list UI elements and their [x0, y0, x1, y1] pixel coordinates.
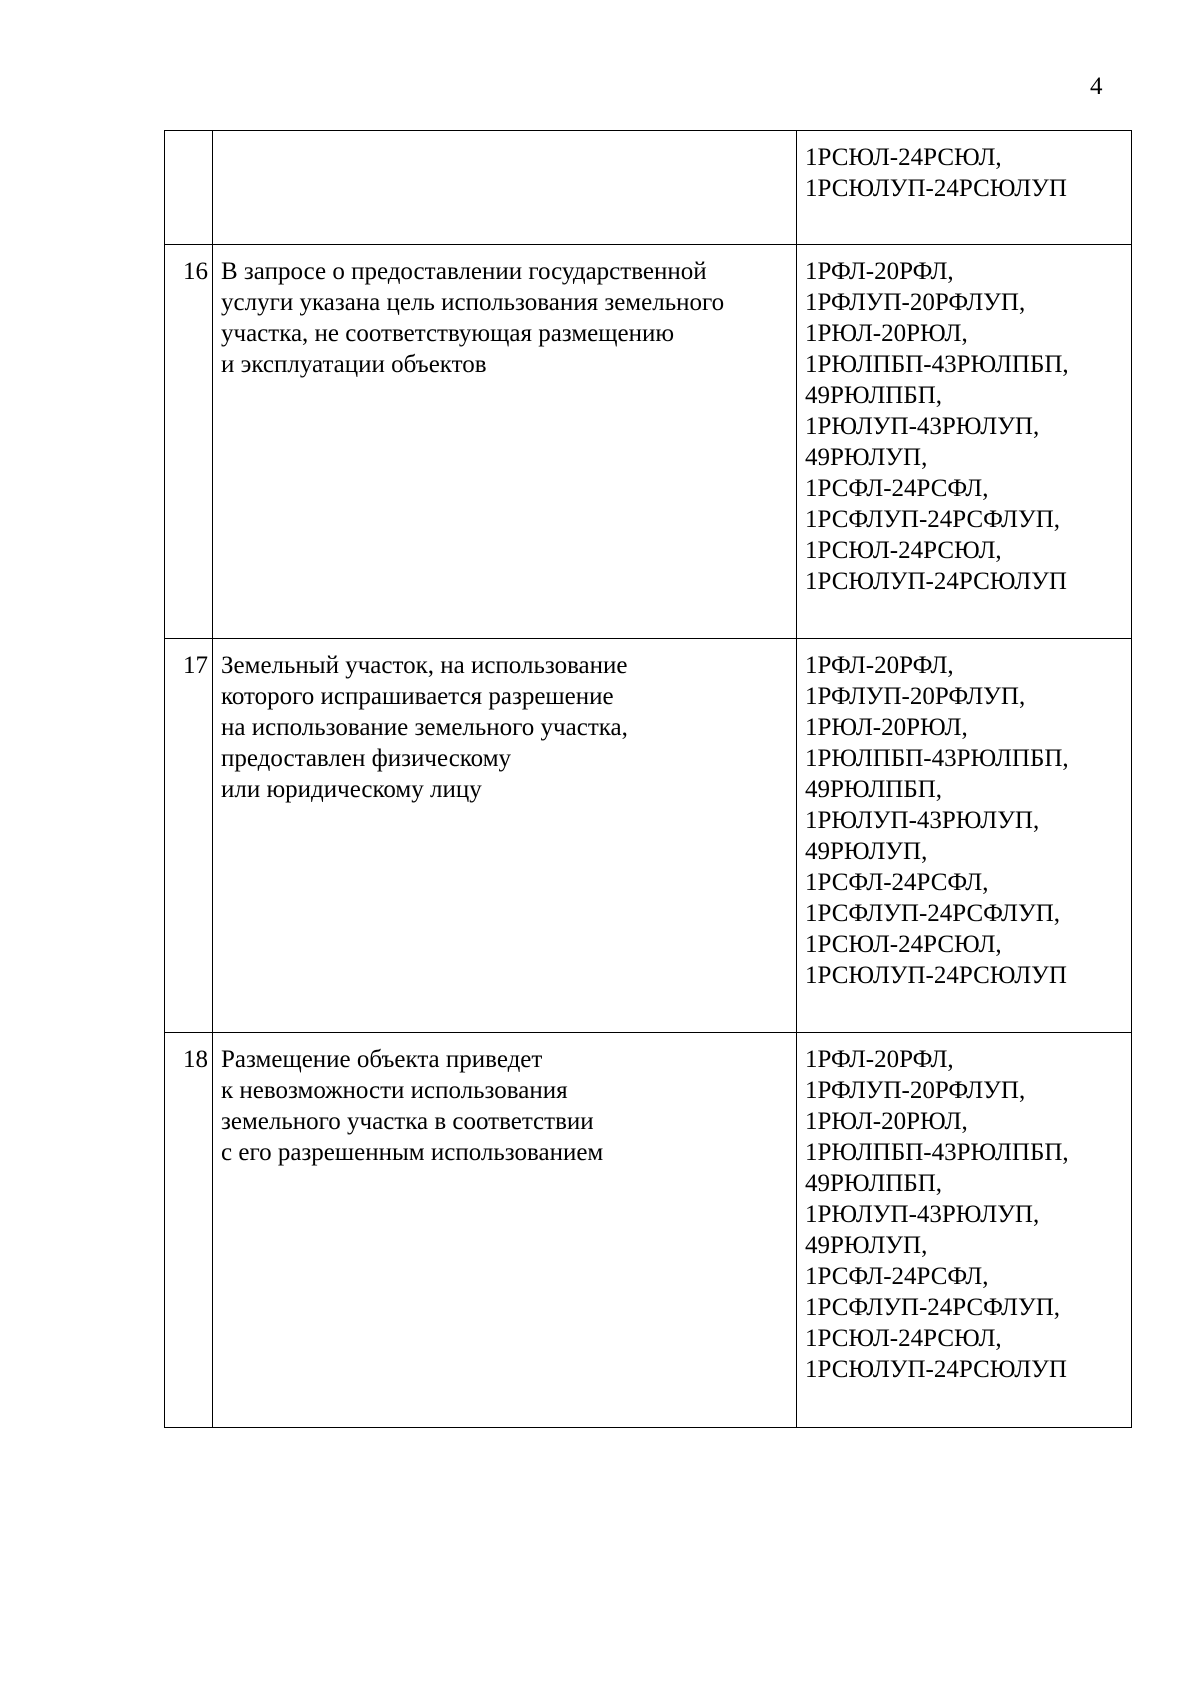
row-number-cell: 18: [165, 1033, 213, 1428]
case-code-line: 1РЮЛПБП-43РЮЛПБП,: [805, 351, 1069, 378]
refusal-reason-cell: [213, 245, 797, 639]
table-row: [165, 245, 1132, 639]
refusal-reason-line: и эксплуатации объектов: [221, 351, 487, 378]
case-code-line: 1РЮЛ-20РЮЛ,: [805, 1108, 968, 1135]
refusal-reason-cell: [213, 639, 797, 1033]
row-number-cell: 16: [165, 245, 213, 639]
case-codes-cell: [797, 245, 1132, 639]
case-code-line: 1РСЮЛ-24РСЮЛ,: [805, 931, 1002, 958]
refusal-reason-line: Размещение объекта приведет: [221, 1046, 543, 1073]
case-code-line: 49РЮЛУП,: [805, 1232, 928, 1259]
table-row: [165, 1033, 1132, 1428]
row-number-cell: [165, 131, 213, 245]
refusal-reason-line: В запросе о предоставлении государственной: [221, 258, 707, 285]
case-code-line: 49РЮЛПБП,: [805, 1170, 943, 1197]
grounds-table: [164, 130, 1132, 1428]
refusal-reason-line: на использование земельного участка,: [221, 714, 628, 741]
refusal-reason-line: с его разрешенным использованием: [221, 1139, 604, 1166]
refusal-reason-line: земельного участка в соответствии: [221, 1108, 594, 1135]
case-code-line: 1РСЮЛУП-24РСЮЛУП: [805, 175, 1067, 202]
refusal-reason-line: предоставлен физическому: [221, 745, 512, 772]
refusal-reason-cell: [213, 131, 797, 245]
case-code-line: 1РЮЛУП-43РЮЛУП,: [805, 807, 1040, 834]
case-codes-cell: [797, 1033, 1132, 1428]
case-codes-cell: [797, 131, 1132, 245]
case-code-line: 1РЮЛ-20РЮЛ,: [805, 320, 968, 347]
case-code-line: 1РЮЛ-20РЮЛ,: [805, 714, 968, 741]
case-code-line: 1РЮЛПБП-43РЮЛПБП,: [805, 745, 1069, 772]
case-code-line: 1РСФЛ-24РСФЛ,: [805, 869, 989, 896]
case-code-line: 1РСФЛ-24РСФЛ,: [805, 1263, 989, 1290]
case-code-line: 1РФЛУП-20РФЛУП,: [805, 1077, 1026, 1104]
case-code-line: 1РЮЛУП-43РЮЛУП,: [805, 413, 1040, 440]
refusal-reason-line: участка, не соответствующая размещению: [221, 320, 675, 347]
case-codes-cell: [797, 639, 1132, 1033]
case-code-line: 1РФЛ-20РФЛ,: [805, 258, 954, 285]
case-code-line: 1РФЛ-20РФЛ,: [805, 652, 954, 679]
case-code-line: 1РЮЛПБП-43РЮЛПБП,: [805, 1139, 1069, 1166]
refusal-reason-cell: [213, 1033, 797, 1428]
case-code-line: 1РСЮЛУП-24РСЮЛУП: [805, 962, 1067, 989]
case-code-line: 1РСЮЛ-24РСЮЛ,: [805, 1325, 1002, 1352]
row-number-cell: 17: [165, 639, 213, 1033]
case-code-line: 49РЮЛУП,: [805, 838, 928, 865]
refusal-reason-line: к невозможности использования: [221, 1077, 568, 1104]
case-code-line: 1РФЛ-20РФЛ,: [805, 1046, 954, 1073]
table-row: [165, 639, 1132, 1033]
refusal-reason-line: Земельный участок, на использование: [221, 652, 628, 679]
case-code-line: 1РФЛУП-20РФЛУП,: [805, 683, 1026, 710]
refusal-reason-line: или юридическому лицу: [221, 776, 482, 803]
case-code-line: 1РСФЛ-24РСФЛ,: [805, 475, 989, 502]
case-code-line: 1РСФЛУП-24РСФЛУП,: [805, 506, 1061, 533]
case-code-line: 1РСЮЛУП-24РСЮЛУП: [805, 1356, 1067, 1383]
page-number: 4: [1090, 73, 1103, 100]
case-code-line: 1РСФЛУП-24РСФЛУП,: [805, 1294, 1061, 1321]
case-code-line: 1РСЮЛ-24РСЮЛ,: [805, 537, 1002, 564]
case-code-line: 1РСФЛУП-24РСФЛУП,: [805, 900, 1061, 927]
case-code-line: 49РЮЛПБП,: [805, 776, 943, 803]
case-code-line: 1РСЮЛУП-24РСЮЛУП: [805, 568, 1067, 595]
case-code-line: 1РФЛУП-20РФЛУП,: [805, 289, 1026, 316]
table-row: [165, 131, 1132, 245]
case-code-line: 1РЮЛУП-43РЮЛУП,: [805, 1201, 1040, 1228]
case-code-line: 49РЮЛУП,: [805, 444, 928, 471]
case-code-line: 1РСЮЛ-24РСЮЛ,: [805, 144, 1002, 171]
refusal-reason-line: которого испрашивается разрешение: [221, 683, 614, 710]
refusal-reason-line: услуги указана цель использования земельного: [221, 289, 725, 316]
case-code-line: 49РЮЛПБП,: [805, 382, 943, 409]
